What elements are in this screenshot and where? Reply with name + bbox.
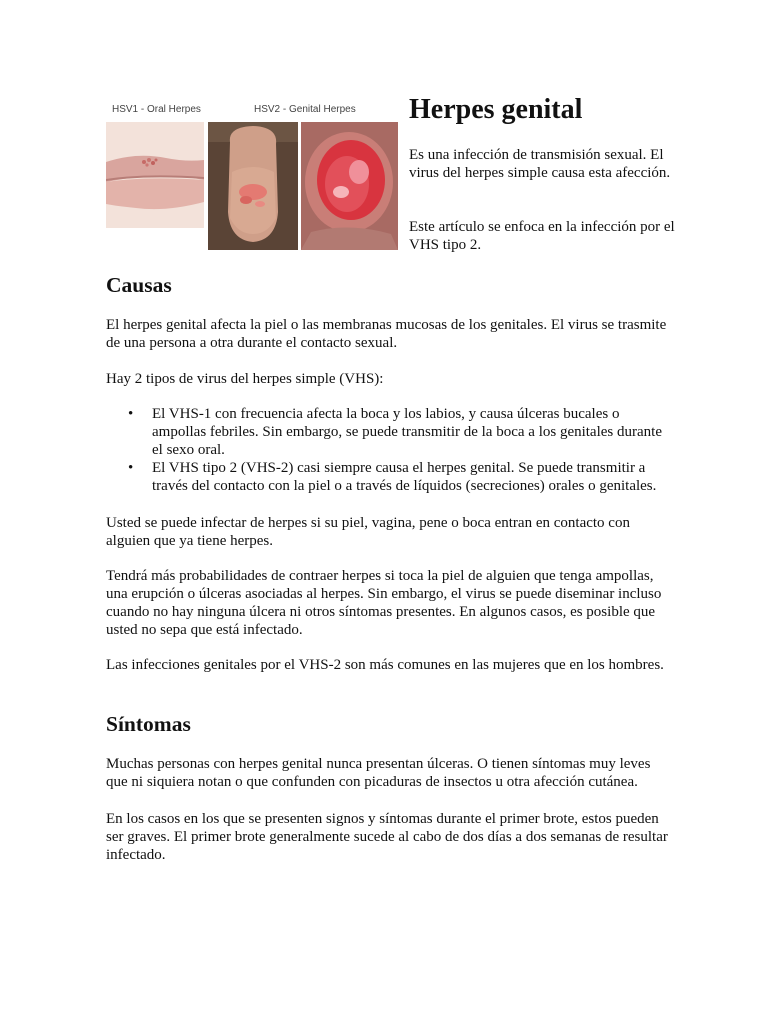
list-item xyxy=(106,405,671,459)
causas-paragraph-2: Hay 2 tipos de virus del herpes simple (VHS): xyxy=(106,371,384,387)
causas-paragraph-4: Tendrá más probabilidades de contraer herpes si toca la piel de alguien que tenga ampollas, una erupción o úlceras asociadas al herpes. Sin embargo, el virus se puede diseminar incluso cuando no hay ninguna úlcera ni otros síntomas presentes. En algunos casos, es posible que usted no sepa que está infectado. xyxy=(106,568,662,638)
intro-paragraph-1: Es una infección de transmisión sexual. El virus del herpes simple causa esta afección. xyxy=(409,147,671,181)
list-item xyxy=(106,459,671,495)
list-item-text: El VHS tipo 2 (VHS-2) casi siempre causa el herpes genital. Se puede transmitir a través del contacto con la piel o a través de líquidos (secreciones) orales o genitales. xyxy=(152,460,657,494)
sintomas-paragraph-1: Muchas personas con herpes genital nunca presentan úlceras. O tienen síntomas muy leves que ni siquiera notan o que confunden con picaduras de insectos u otra afección cutánea. xyxy=(106,756,651,790)
figure-label-oral: HSV1 - Oral Herpes xyxy=(112,104,201,115)
page-title: Herpes genital xyxy=(409,94,583,125)
section-heading-sintomas: Síntomas xyxy=(106,712,191,736)
genital-herpes-photo-female xyxy=(301,122,398,250)
herpes-comparison-figure xyxy=(106,100,398,252)
bullet-dot: • xyxy=(128,406,134,422)
genital-herpes-photo-male xyxy=(208,122,298,250)
intro-paragraph-2: Este artículo se enfoca en la infección por el VHS tipo 2. xyxy=(409,219,675,253)
causas-bullet-list xyxy=(106,405,671,495)
section-heading-causas: Causas xyxy=(106,273,172,297)
causas-paragraph-3: Usted se puede infectar de herpes si su piel, vagina, pene o boca entran en contacto con alguien que ya tiene herpes. xyxy=(106,515,630,549)
oral-herpes-photo xyxy=(106,122,204,228)
causas-paragraph-1: El herpes genital afecta la piel o las membranas mucosas de los genitales. El virus se trasmite de una persona a otra durante el contacto sexual. xyxy=(106,317,667,351)
figure-label-genital: HSV2 - Genital Herpes xyxy=(254,104,356,115)
list-item-text: El VHS-1 con frecuencia afecta la boca y los labios, y causa úlceras bucales o ampollas febriles. Sin embargo, se puede transmitir de la boca a los genitales durante el sexo oral. xyxy=(152,406,662,458)
bullet-dot: • xyxy=(128,460,134,476)
causas-paragraph-5: Las infecciones genitales por el VHS-2 son más comunes en las mujeres que en los hombres. xyxy=(106,657,664,673)
sintomas-paragraph-2: En los casos en los que se presenten signos y síntomas durante el primer brote, estos pueden ser graves. El primer brote generalmente sucede al cabo de dos días a dos semanas de resultar infectado. xyxy=(106,811,668,863)
